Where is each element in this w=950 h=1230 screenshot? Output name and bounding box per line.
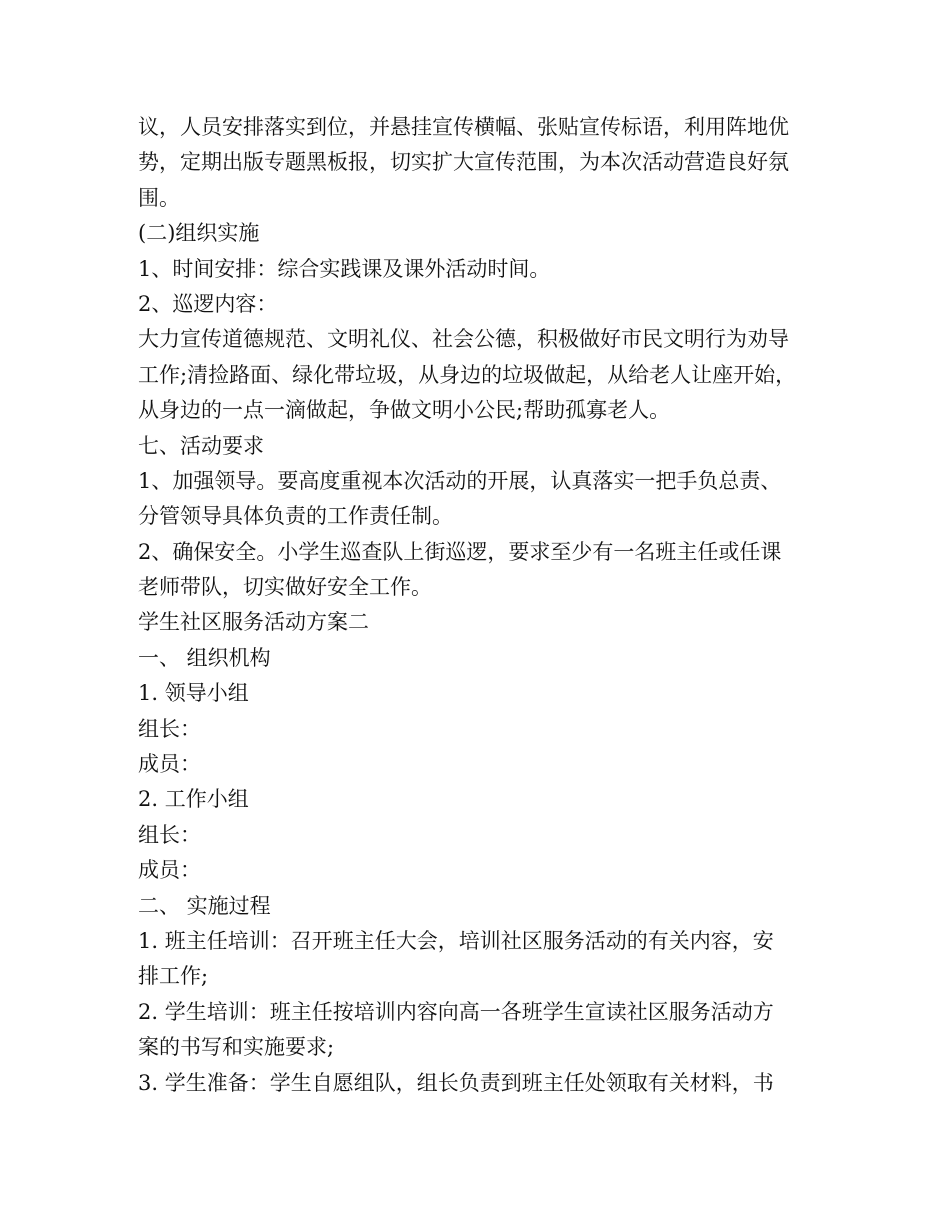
text-line: 2. 学生培训：班主任按培训内容向高一各班学生宣读社区服务活动方 — [138, 999, 774, 1024]
text-line: 1、时间安排：综合实践课及课外活动时间。 — [138, 256, 551, 281]
text-line: 工作;清捡路面、绿化带垃圾，从身边的垃圾做起，从给老人让座开始， — [138, 362, 797, 387]
text-line: 组长： — [138, 822, 201, 847]
section-heading: 一、 组织机构 — [138, 645, 271, 670]
text-line: 3. 学生准备：学生自愿组队，组长负责到班主任处领取有关材料，书 — [138, 1070, 774, 1095]
subsection-heading: 1. 领导小组 — [138, 681, 249, 706]
text-line: 分管领导具体负责的工作责任制。 — [138, 504, 453, 529]
text-line: 1、加强领导。要高度重视本次活动的开展，认真落实一把手负总责、 — [138, 468, 782, 493]
text-line: 老师带队，切实做好安全工作。 — [138, 575, 432, 600]
document-body — [138, 110, 828, 1101]
section-heading: 七、活动要求 — [138, 433, 264, 458]
text-line: 势，定期出版专题黑板报，切实扩大宣传范围，为本次活动营造良好氛 — [138, 150, 789, 175]
document-title: 学生社区服务活动方案二 — [138, 610, 369, 635]
section-heading: (二)组织实施 — [138, 221, 260, 246]
text-line: 围。 — [138, 185, 180, 210]
text-line: 2、确保安全。小学生巡查队上街巡逻，要求至少有一名班主任或任课 — [138, 539, 782, 564]
text-line: 议，人员安排落实到位，并悬挂宣传横幅、张贴宣传标语，利用阵地优 — [138, 115, 789, 139]
text-line: 案的书写和实施要求; — [138, 1035, 335, 1060]
text-line: 排工作; — [138, 964, 209, 989]
text-line: 组长： — [138, 716, 201, 741]
text-line: 成员： — [138, 858, 201, 883]
subsection-heading: 2. 工作小组 — [138, 787, 249, 812]
text-line: 2、巡逻内容： — [138, 291, 278, 316]
section-heading: 二、 实施过程 — [138, 893, 271, 918]
text-line: 1. 班主任培训：召开班主任大会，培训社区服务活动的有关内容，安 — [138, 928, 774, 953]
text-line: 大力宣传道德规范、文明礼仪、社会公德，积极做好市民文明行为劝导 — [138, 327, 789, 352]
text-line: 成员： — [138, 752, 201, 777]
text-line: 从身边的一点一滴做起，争做文明小公民;帮助孤寡老人。 — [138, 398, 671, 423]
